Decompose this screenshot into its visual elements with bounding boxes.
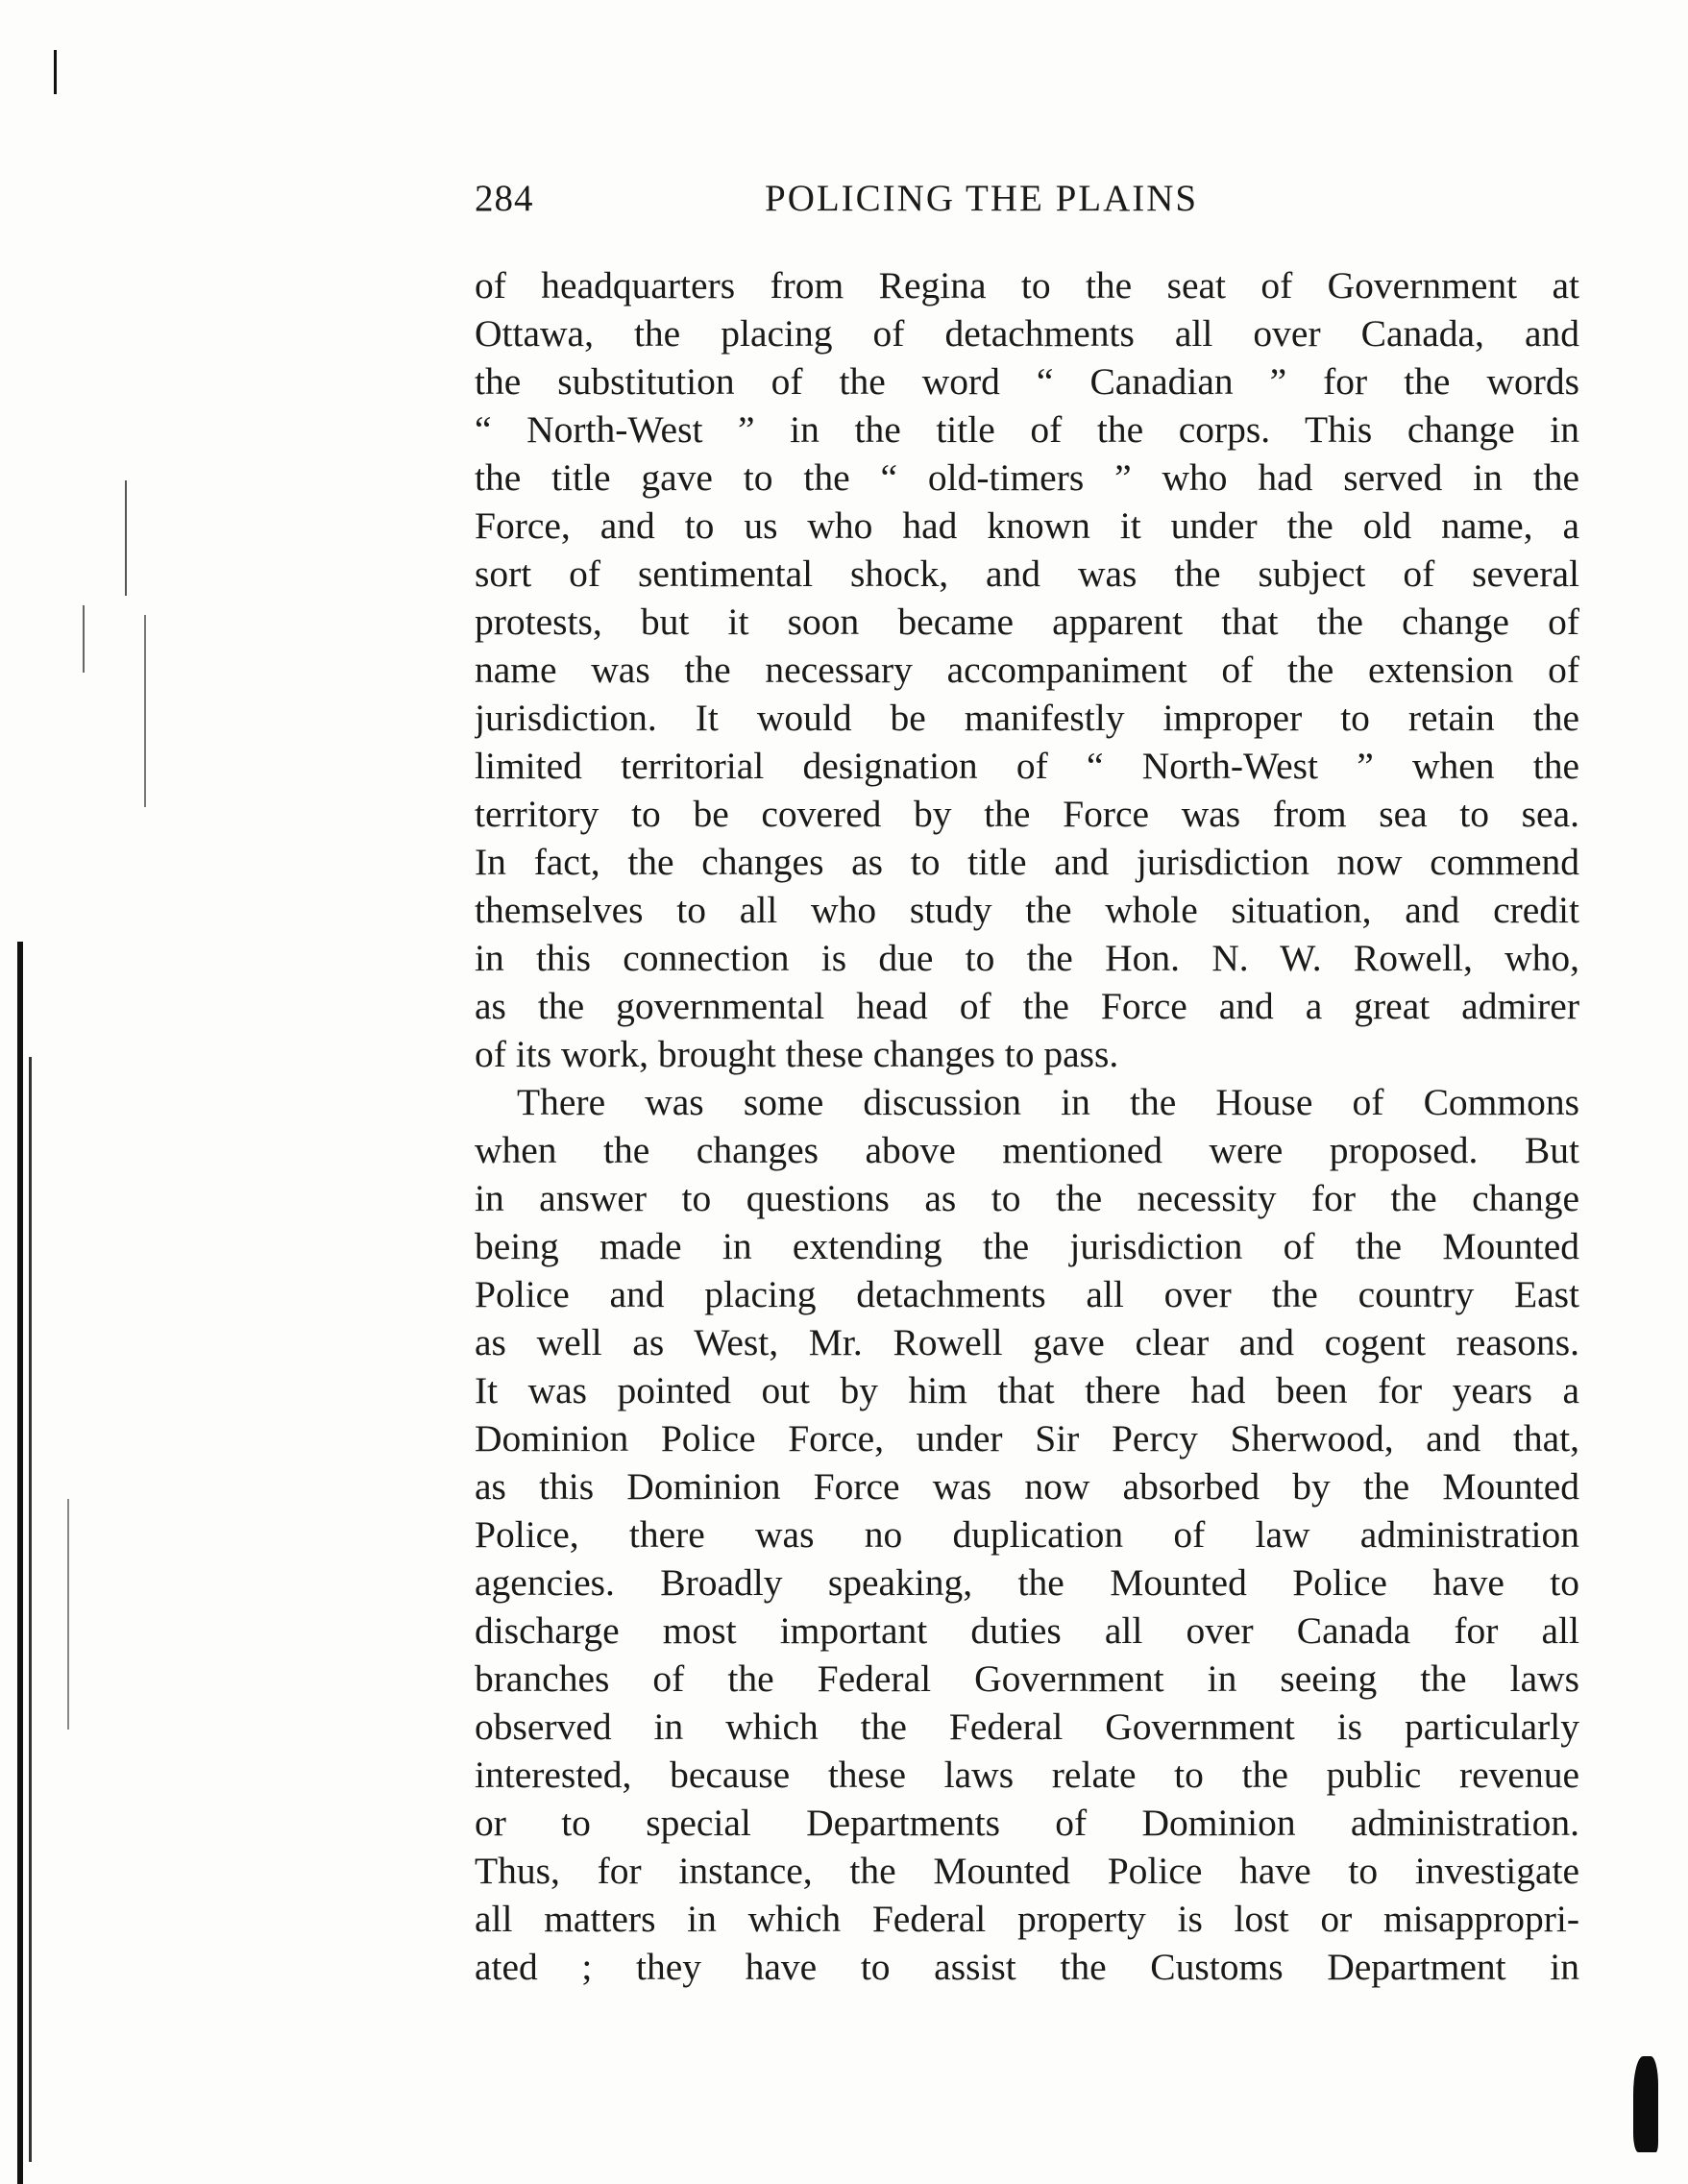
scan-edge-mark bbox=[144, 615, 146, 807]
text-line: the title gave to the “ old-timers ” who had served in the bbox=[475, 456, 1579, 499]
running-head: POLICING THE PLAINS bbox=[765, 178, 1199, 219]
scan-edge-mark bbox=[83, 605, 85, 673]
text-line: of headquarters from Regina to the seat of Government at bbox=[475, 264, 1579, 307]
text-line: Ottawa, the placing of detachments all over Canada, and bbox=[475, 312, 1579, 355]
text-line: limited territorial designation of “ North-West ” when the bbox=[475, 745, 1579, 787]
text-line: the substitution of the word “ Canadian ” for the words bbox=[475, 360, 1579, 403]
scan-edge-mark bbox=[17, 942, 23, 2184]
scan-edge-mark bbox=[29, 1057, 32, 2162]
text-line: Thus, for instance, the Mounted Police have to investigate bbox=[475, 1850, 1579, 1892]
text-line: being made in extending the jurisdiction of the Mounted bbox=[475, 1225, 1579, 1267]
text-line: agencies. Broadly speaking, the Mounted Police have to bbox=[475, 1561, 1579, 1604]
text-line: sort of sentimental shock, and was the subject of several bbox=[475, 552, 1579, 595]
text-line: In fact, the changes as to title and jurisdiction now commend bbox=[475, 841, 1579, 883]
text-line: protests, but it soon became apparent that the change of bbox=[475, 601, 1579, 643]
text-line: or to special Departments of Dominion administration. bbox=[475, 1802, 1579, 1844]
text-line: when the changes above mentioned were proposed. But bbox=[475, 1129, 1579, 1171]
text-line: in answer to questions as to the necessity for the change bbox=[475, 1177, 1579, 1219]
body-text bbox=[475, 261, 1579, 1991]
text-line: themselves to all who study the whole situation, and credit bbox=[475, 889, 1579, 931]
page-number: 284 bbox=[475, 178, 534, 219]
text-line: discharge most important duties all over Canada for all bbox=[475, 1609, 1579, 1652]
text-line: “ North-West ” in the title of the corps. This change in bbox=[475, 408, 1579, 451]
text-line: It was pointed out by him that there had been for years a bbox=[475, 1369, 1579, 1411]
text-line: observed in which the Federal Government is particularly bbox=[475, 1705, 1579, 1748]
text-line: as this Dominion Force was now absorbed by the Mounted bbox=[475, 1465, 1579, 1508]
text-line: as well as West, Mr. Rowell gave clear and cogent reasons. bbox=[475, 1321, 1579, 1363]
text-line: name was the necessary accompaniment of the extension of bbox=[475, 649, 1579, 691]
text-line: jurisdiction. It would be manifestly improper to retain the bbox=[475, 697, 1579, 739]
text-line: in this connection is due to the Hon. N. W. Rowell, who, bbox=[475, 937, 1579, 979]
text-line: Dominion Police Force, under Sir Percy Sherwood, and that, bbox=[475, 1417, 1579, 1460]
scan-edge-mark bbox=[54, 50, 57, 94]
text-line: There was some discussion in the House of Commons bbox=[517, 1081, 1579, 1123]
text-line: territory to be covered by the Force was from sea to sea. bbox=[475, 793, 1579, 835]
ink-blot bbox=[1633, 2056, 1658, 2152]
scan-edge-mark bbox=[125, 480, 127, 596]
page-header bbox=[475, 177, 1579, 234]
text-line: Police, there was no duplication of law administration bbox=[475, 1513, 1579, 1556]
text-line: of its work, brought these changes to pass. bbox=[475, 1033, 1119, 1075]
text-line: all matters in which Federal property is lost or misappropri- bbox=[475, 1898, 1579, 1940]
text-line: interested, because these laws relate to the public revenue bbox=[475, 1754, 1579, 1796]
text-line: as the governmental head of the Force and a great admirer bbox=[475, 985, 1579, 1027]
text-line: Police and placing detachments all over the country East bbox=[475, 1273, 1579, 1315]
text-line: branches of the Federal Government in seeing the laws bbox=[475, 1657, 1579, 1700]
text-line: ated ; they have to assist the Customs Department in bbox=[475, 1946, 1579, 1988]
scan-edge-mark bbox=[67, 1499, 69, 1730]
text-line: Force, and to us who had known it under the old name, a bbox=[475, 504, 1579, 547]
